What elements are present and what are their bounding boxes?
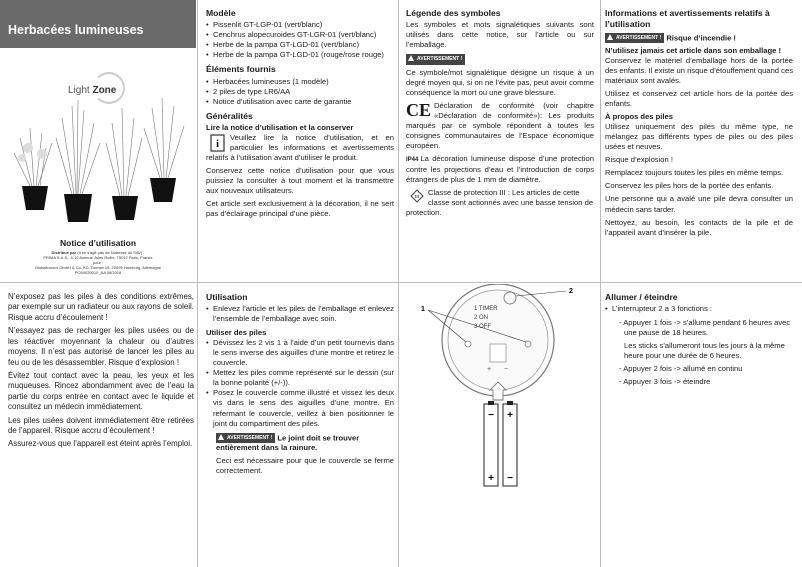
- function-3: - Appuyer 3 fois -> éteindre: [619, 377, 711, 387]
- explosion-warning: Risque d’explosion !: [605, 155, 673, 165]
- list-item: • Dévissez les 2 vis 1 à l’aide d’un petit tournevis dans le sens inverse des aiguilles d’une montre et retirez le couvercle.: [206, 338, 394, 368]
- distributor-address: PRIMA S.A.S., 4-10 Avenue Jules Rollin, 75012 Paris, France: [43, 255, 153, 260]
- warning-badge-label: AVERTISSEMENT !: [616, 34, 662, 41]
- allumer-heading: Allumer / éteindre: [605, 292, 678, 302]
- battery-p5: Assurez-vous que l’appareil est éteint après l’emploi.: [8, 439, 193, 449]
- divider: [600, 0, 601, 567]
- distributor-for: pour :: [92, 260, 104, 265]
- list-item: • Posez le couvercle comme illustré et vissez les deux vis dans le sens des aiguilles d’une montre. En refermant le couvercle, veillez à bien positionner le joint du compartiment des piles.: [206, 388, 394, 428]
- utilisation-end: Ceci est nécessaire pour que le couvercle se ferme correctement.: [216, 456, 394, 476]
- legende-heading: Légende des symboles: [406, 8, 501, 18]
- ip44-icon: IP44: [406, 157, 419, 164]
- distributed-label: Distribué par: [51, 250, 77, 255]
- generalites-p3: Cet article sert exclusivement à la décoration, il ne sert pas d’éclairage principal d’une pièce.: [206, 199, 394, 219]
- brand-zone: Zone: [92, 85, 117, 96]
- callout-2: 2: [569, 288, 573, 295]
- infos-p1: Conservez le matériel d’emballage hors de la portée des enfants. Il existe un risque d’étouffement quand ces matériaux sont avalés.: [605, 56, 793, 86]
- brand-logo: [68, 84, 116, 97]
- modele-heading: Modèle: [206, 8, 236, 18]
- notice-title: Notice d’utilisation: [59, 238, 137, 248]
- utilisation-heading: Utilisation: [206, 292, 248, 302]
- allumer-list: [605, 304, 793, 314]
- infos-p5: Conservez les piles hors de la portée des enfants.: [605, 181, 774, 191]
- list-item: • Mettez les piles comme représenté sur le dessin (sur la bonne polarité (+/-)).: [206, 368, 394, 388]
- brand-light: Light: [68, 85, 90, 96]
- battery-2-top-sign: +: [507, 410, 513, 421]
- warning-badge: [406, 54, 465, 65]
- column-allumer: [605, 292, 793, 390]
- list-item: • Herbe de la pampa GT-LGD-01 (vert/blanc): [206, 40, 394, 50]
- warning-triangle-icon: [607, 34, 613, 40]
- generalites-p2: Conservez cette notice d’utilisation pour que vous puissiez la consulter à tout moment et la transmettre aux nouveaux utilisateurs.: [206, 166, 394, 196]
- generalites-p1-text: Veuillez lire la notice d’utilisation, et en particulier les informations et avertissements relatifs à l’utilisation avant d’utiliser le produit.: [206, 133, 394, 163]
- switch-label-off: 3 OFF: [474, 324, 492, 330]
- generalites-heading: Généralités: [206, 110, 253, 121]
- list-item: • Notice d’utilisation avec carte de garantie: [206, 97, 394, 107]
- utilisation-sub: Utiliser des piles: [206, 328, 267, 338]
- infos-p3: Utilisez uniquement des piles du même type, ne mélangez pas différents types de piles ou des piles usées et neuves.: [605, 122, 793, 152]
- infos-p7: Nettoyez, au besoin, les contacts de la pile et de l’appareil avant d’insérer la pile.: [605, 217, 793, 237]
- legende-ip: [406, 154, 594, 185]
- product-image: [12, 98, 190, 230]
- battery-diagram: [400, 284, 598, 566]
- list-item: • Cenchrus alopecuroides GT-LGR-01 (vert/blanc): [206, 30, 394, 40]
- warning-badge: [605, 33, 664, 44]
- battery-cover: [490, 344, 506, 362]
- cover-title: Herbacées lumineuses: [8, 23, 144, 37]
- battery-1-terminal: [488, 401, 494, 405]
- generalites-sub: Lire la notice d’utilisation et la conserver: [206, 123, 354, 133]
- warning-badge: [216, 433, 275, 444]
- list-item: • Pissenlit GT-LGP-01 (vert/blanc): [206, 20, 394, 30]
- switch-button: [504, 292, 516, 304]
- switch-label-on: 2 ON: [474, 315, 489, 321]
- column-modele: [206, 8, 394, 222]
- fire-risk-title: Risque d’incendie !: [666, 32, 736, 42]
- product-code: PO50029010_AA 08/2018: [74, 270, 122, 275]
- legende-warn-text: Ce symbole/mot signalétique désigne un risque à un degré moyen qui, si on ne l’évite pas, peut avoir comme conséquence la mort ou une grave blessure.: [406, 67, 594, 98]
- warning-badge-row: [406, 54, 594, 65]
- svg-text:i: i: [216, 139, 219, 151]
- battery-p1: N’exposez pas les piles à des conditions extrêmes, par exemple sur un radiateur ou aux rayons de soleil. Risque accru d’écoulement !: [8, 292, 194, 322]
- polarity-plus: +: [487, 366, 492, 373]
- seal-warning: [216, 433, 394, 454]
- utilisation-steps: [206, 338, 394, 428]
- switch-label-timer: 1 TIMER: [474, 306, 498, 312]
- divider: [398, 0, 399, 567]
- distributed-note: (Il en s'agit pas de l'adresse du SAV) :: [77, 250, 145, 255]
- utilisation-list: [206, 304, 394, 324]
- fire-warning-row: [605, 33, 793, 44]
- warning-triangle-icon: [218, 434, 224, 440]
- no-packaging: N’utilisez jamais cet article dans son emballage !: [605, 46, 781, 56]
- divider: [197, 0, 198, 567]
- list-item: • 2 piles de type LR6/AA: [206, 87, 394, 97]
- switch-functions: [605, 318, 793, 387]
- elements-list: [206, 77, 394, 107]
- column-infos: [605, 8, 793, 241]
- modele-list: [206, 20, 394, 60]
- list-item: • Herbacées lumineuses (1 modèle): [206, 77, 394, 87]
- function-1-note: Les sticks s’allumeront tous les jours à la même heure pour une durée de 6 heures.: [624, 341, 785, 361]
- battery-2-terminal: [507, 401, 513, 405]
- generalites-p1: [206, 133, 394, 163]
- ce-text: Déclaration de conformité (voir chapitre «Déclaration de conformité»): Les produits marqués par ce symbole répondent à toutes les consignes communautaires de l’Espace économique européen.: [406, 101, 594, 151]
- infos-heading: Informations et avertissements relatifs à l’utilisation: [605, 8, 770, 30]
- polarity-minus: −: [504, 366, 509, 373]
- warning-badge-label: AVERTISSEMENT !: [417, 56, 463, 63]
- infos-p6: Une personne qui a avalé une pile devra consulter un médecin sans tarder.: [605, 194, 793, 214]
- function-1: - Appuyer 1 fois -> s’allume pendant 6 heures avec une pause de 18 heures.: [619, 318, 791, 338]
- infos-p4: Remplacez toujours toutes les piles en même temps.: [605, 168, 784, 178]
- battery-p4: Les piles usées doivent immédiatement être retirées de l’appareil. Risque accru d’écoulement !: [8, 415, 194, 436]
- column-battery-warnings: [8, 292, 194, 453]
- battery-p2: N’essayez pas de recharger les piles usées ou de les réactiver moyennant la chaleur ou d’autres moyens. Il n’est pas autorisé de lancer les piles au feu ou de les désassembler. Risque d’explosion !: [8, 326, 194, 367]
- svg-text:III: III: [414, 194, 420, 200]
- ip-text: La décoration lumineuse dispose d’une protection contre les projections d’eau et l’introduction de corps étrangers de plus de 1 mm de diamètre.: [406, 154, 594, 185]
- function-2: - Appuyer 2 fois -> allumé en continu: [619, 364, 743, 374]
- column-utilisation: [206, 292, 394, 479]
- legende-ce: [406, 101, 594, 151]
- elements-heading: Éléments fournis: [206, 64, 276, 75]
- list-item: • Herbe de la pampa GT-LGD-01 (rouge/rose rouge): [206, 50, 394, 60]
- list-item: • Enlevez l’article et les piles de l’emballage et enlevez l’ensemble de l’emballage avec soin.: [206, 304, 394, 324]
- class3-text: Classe de protection III : Les articles de cette classe sont actionnés avec une basse tension de protection.: [406, 188, 594, 218]
- protection-class-iii-icon: [410, 189, 424, 203]
- cover-title-band: [0, 0, 196, 48]
- ce-mark-icon: CE: [406, 100, 432, 121]
- distributor-info: [10, 250, 186, 275]
- housing-inner: [448, 290, 548, 390]
- manufacturer-address: Globaltronics GmbH & Co. KG, Domstr.19, 20095 Hamburg, Allemagne: [34, 265, 162, 270]
- infos-p2: Utilisez et conservez cet article hors de la portée des enfants.: [605, 89, 793, 109]
- battery-1-top-sign: −: [488, 410, 494, 421]
- legende-intro: Les symboles et mots signalétiques suivants sont utilisés dans cette notice, sur l’article ou sur l’emballage.: [406, 20, 594, 50]
- callout-1: 1: [421, 306, 425, 313]
- warning-badge-label: AVERTISSEMENT !: [227, 434, 273, 441]
- battery-2-bottom-sign: −: [507, 473, 513, 484]
- book-icon: [210, 134, 226, 152]
- cover-panel: [0, 0, 197, 282]
- battery-1-bottom-sign: +: [488, 473, 494, 484]
- battery-p3: Évitez tout contact avec la peau, les yeux et les muqueuses. Rincez abondamment avec de l’eau la partie du corps entrée en contact avec le liquide et consultez un médecin immédiatement.: [8, 370, 194, 412]
- seal-warning-text: Le joint doit se trouver entièrement dans la rainure.: [216, 432, 360, 453]
- warning-triangle-icon: [408, 55, 414, 61]
- column-legende: [406, 8, 594, 221]
- piles-title: À propos des piles: [605, 112, 673, 122]
- legende-class3: [406, 188, 594, 218]
- divider: [0, 282, 802, 283]
- list-item: • L’interrupteur 2 a 3 fonctions :: [605, 304, 793, 314]
